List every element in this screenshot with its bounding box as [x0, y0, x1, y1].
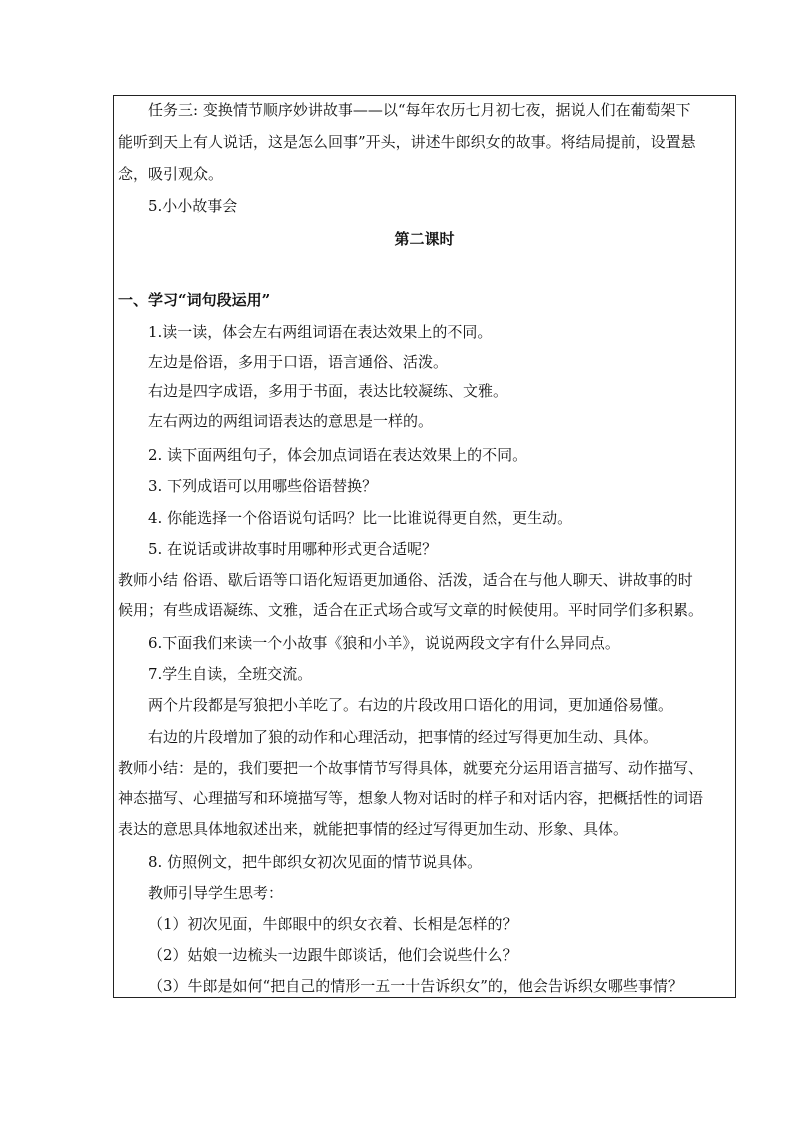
lesson-title: 第二课时 [394, 230, 455, 248]
item-5-storytelling: 5.小小故事会 [148, 197, 238, 215]
item-5: 5. 在说话或讲故事时用哪种形式更合适呢？ [148, 540, 438, 558]
item-2: 2. 读下面两组句子，体会加点词语在表达效果上的不同。 [148, 446, 528, 464]
item-6: 6.下面我们来读一个小故事《狼和小羊》，说说两段文字有什么异同点。 [148, 634, 620, 652]
item-4: 4. 你能选择一个俗语说句话吗？比一比谁说得更自然，更生动。 [148, 509, 573, 527]
item-7: 7.学生自读，全班交流。 [148, 665, 313, 683]
teacher-guide: 教师引导学生思考： [148, 884, 284, 902]
teacher-summary-2-line-2: 神态描写、心理描写和环境描写等，想象人物对话时的样子和对话内容，把概括性的词语 [118, 789, 704, 807]
item-8: 8. 仿照例文，把牛郎织女初次见面的情节说具体。 [148, 853, 483, 871]
task-three-line-2: 能听到天上有人说话，这是怎么回事”开头，讲述牛郎织女的故事。将结局提前，设置悬 [118, 133, 696, 151]
task-three-line-3: 念，吸引观众。 [118, 165, 224, 183]
right-fragment-note: 右边的片段增加了狼的动作和心理活动，把事情的经过写得更加生动、具体。 [148, 728, 659, 746]
left-side-note: 左边是俗语，多用于口语，语言通俗、活泼。 [148, 353, 449, 371]
teacher-summary-1-line-1: 教师小结 俗语、歇后语等口语化短语更加通俗、活泼，适合在与他人聊天、讲故事的时 [118, 571, 693, 589]
question-2: （2）姑娘一边梳头一边跟牛郎谈话，他们会说些什么？ [148, 946, 518, 964]
question-3: （3）牛郎是如何“把自己的情形一五一十告诉织女”的，他会告诉织女哪些事情？ [148, 977, 683, 995]
teacher-summary-1-line-2: 候用；有些成语凝练、文雅，适合在正式场合或写文章的时候使用。平时同学们多积累。 [118, 601, 704, 619]
item-1: 1.读一读，体会左右两组词语在表达效果上的不同。 [148, 323, 493, 341]
item-3: 3. 下列成语可以用哪些俗语替换？ [148, 477, 378, 495]
teacher-summary-2-line-1: 教师小结：是的，我们要把一个故事情节写得具体，就要充分运用语言描写、动作描写、 [118, 759, 704, 777]
same-meaning-note: 左右两边的两组词语表达的意思是一样的。 [148, 412, 434, 430]
question-1: （1）初次见面，牛郎眼中的织女衣着、长相是怎样的？ [148, 915, 518, 933]
section-1-title: 一、学习“词句段运用” [118, 291, 271, 309]
task-three-line-1: 任务三: 变换情节顺序妙讲故事——以“每年农历七月初七夜，据说人们在葡萄架下 [148, 101, 691, 119]
right-side-note: 右边是四字成语，多用于书面，表达比较凝练、文雅。 [148, 382, 509, 400]
teacher-summary-2-line-3: 表达的意思具体地叙述出来，就能把事情的经过写得更加生动、形象、具体。 [118, 820, 629, 838]
both-fragments-note: 两个片段都是写狼把小羊吃了。右边的片段改用口语化的用词，更加通俗易懂。 [148, 696, 674, 714]
